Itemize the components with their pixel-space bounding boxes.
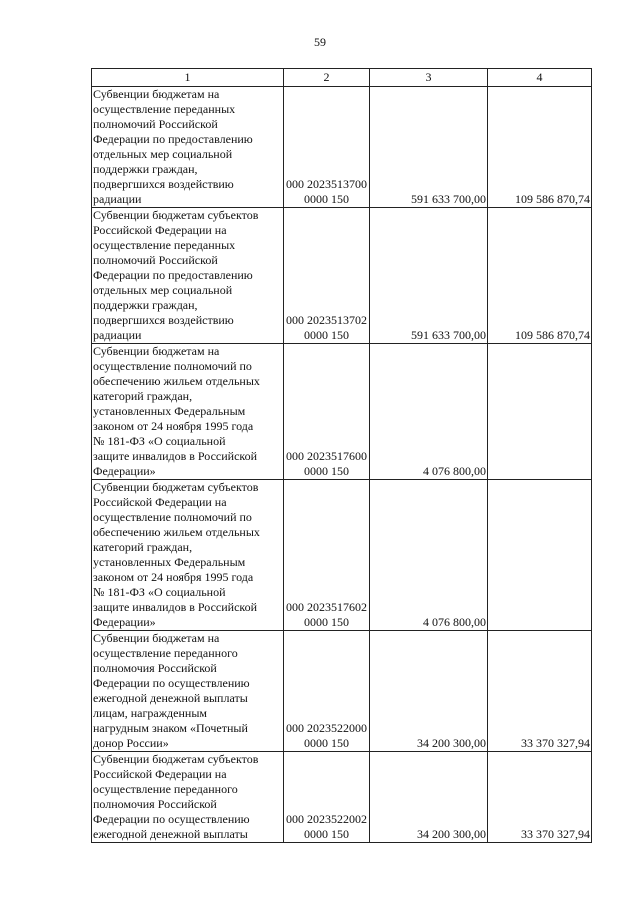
row-executed: 33 370 327,94 xyxy=(488,752,592,843)
row-amount: 4 076 800,00 xyxy=(370,480,488,631)
row-name-cell xyxy=(92,87,284,208)
row-executed: 33 370 327,94 xyxy=(488,631,592,752)
row-name-cell xyxy=(92,344,284,480)
row-name-cell xyxy=(92,752,284,843)
row-code: 000 2023517602 0000 150 xyxy=(284,480,370,631)
row-amount: 4 076 800,00 xyxy=(370,344,488,480)
row-code: 000 2023517600 0000 150 xyxy=(284,344,370,480)
row-amount: 591 633 700,00 xyxy=(370,87,488,208)
budget-table xyxy=(91,68,592,843)
header-col-4: 4 xyxy=(488,69,592,87)
row-name-cell xyxy=(92,208,284,344)
table-header xyxy=(92,69,592,87)
page-number: 59 xyxy=(314,35,326,49)
row-executed xyxy=(488,344,592,480)
row-amount: 34 200 300,00 xyxy=(370,752,488,843)
row-executed: 109 586 870,74 xyxy=(488,208,592,344)
row-executed: 109 586 870,74 xyxy=(488,87,592,208)
row-name: Субвенции бюджетам субъектов Российской Федерации на осуществление переданных полномочий Российской Федерации по предоставлению отдельных мер социальной поддержки граждан, подвергшихся воздействию радиации xyxy=(93,208,259,342)
row-name: Субвенции бюджетам на осуществление переданного полномочия Российской Федерации по осуществлению ежегодной денежной выплаты лицам, награжденным нагрудным знаком «Почетный донор России» xyxy=(93,631,250,750)
table-row xyxy=(92,344,592,480)
row-name: Субвенции бюджетам субъектов Российской Федерации на осуществление переданного полномочия Российской Федерации по осуществлению ежегодной денежной выплаты xyxy=(93,752,259,841)
row-name: Субвенции бюджетам на осуществление переданных полномочий Российской Федерации по предоставлению отдельных мер социальной поддержки граждан, подвергшихся воздействию радиации xyxy=(93,87,253,206)
table-row xyxy=(92,87,592,208)
header-col-3: 3 xyxy=(370,69,488,87)
header-col-2: 2 xyxy=(284,69,370,87)
row-name-cell xyxy=(92,480,284,631)
row-name: Субвенции бюджетам на осуществление полномочий по обеспечению жильем отдельных категорий граждан, установленных Федеральным законом от 24 ноября 1995 года № 181-ФЗ «О социальной защите инвалидов в Российской Федерации» xyxy=(93,344,260,478)
row-amount: 591 633 700,00 xyxy=(370,208,488,344)
row-code: 000 2023513702 0000 150 xyxy=(284,208,370,344)
table-row xyxy=(92,480,592,631)
row-code: 000 2023522002 0000 150 xyxy=(284,752,370,843)
row-code: 000 2023522000 0000 150 xyxy=(284,631,370,752)
row-code: 000 2023513700 0000 150 xyxy=(284,87,370,208)
row-amount: 34 200 300,00 xyxy=(370,631,488,752)
table-row xyxy=(92,631,592,752)
row-executed xyxy=(488,480,592,631)
table-body xyxy=(92,87,592,843)
row-name: Субвенции бюджетам субъектов Российской Федерации на осуществление полномочий по обеспечению жильем отдельных категорий граждан, установленных Федеральным законом от 24 ноября 1995 года № 181-ФЗ «О социальной защите инвалидов в Российской Федерации» xyxy=(93,480,260,629)
header-col-1: 1 xyxy=(92,69,284,87)
table-row xyxy=(92,208,592,344)
row-name-cell xyxy=(92,631,284,752)
header-row xyxy=(92,69,592,87)
table-row xyxy=(92,752,592,843)
